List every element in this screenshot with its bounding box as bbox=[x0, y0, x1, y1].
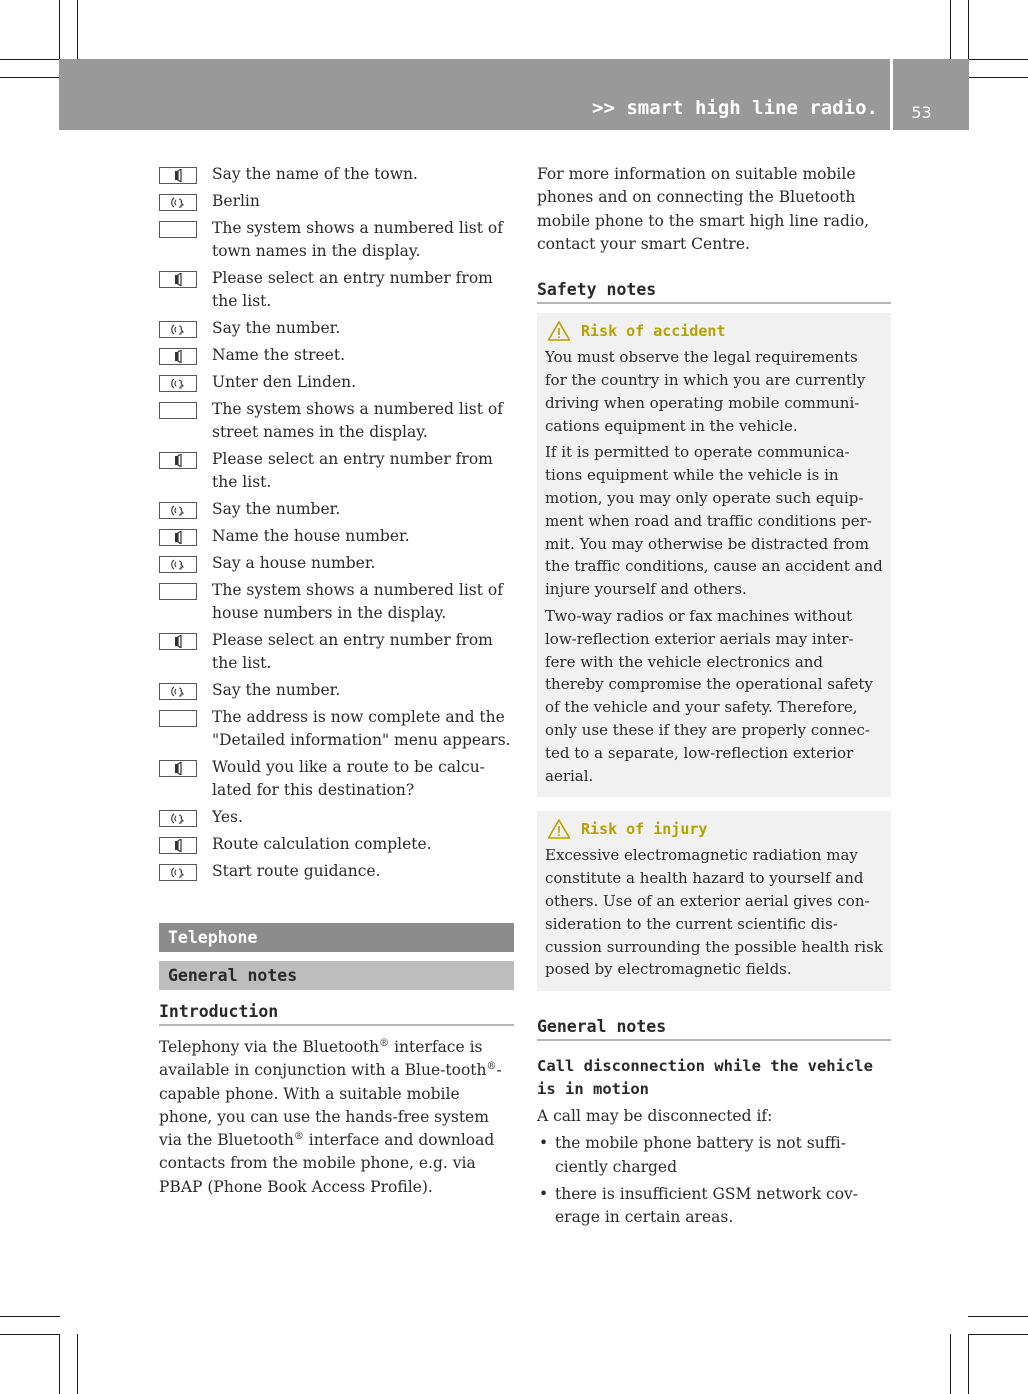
voice-input-icon bbox=[159, 321, 197, 338]
dialog-step-text: Please select an entry number from the list. bbox=[212, 631, 493, 672]
warning-risk-of-accident bbox=[537, 313, 891, 797]
general-notes-heading: General notes bbox=[537, 1017, 891, 1041]
warning-paragraph: You must observe the legal requirements for the country in which you are currently driving when operating mobile communi-cations equipment in the vehicle. bbox=[545, 348, 866, 435]
dialog-step-text: The system shows a numbered list of street names in the display. bbox=[212, 400, 503, 441]
crop-mark bbox=[968, 1334, 969, 1394]
dialog-step bbox=[159, 706, 514, 752]
subsection-title-general-notes: General notes bbox=[159, 961, 514, 990]
dialog-step bbox=[159, 267, 514, 313]
introduction-heading: Introduction bbox=[159, 1002, 514, 1026]
dialog-step-text: Berlin bbox=[212, 192, 260, 210]
display-icon bbox=[159, 583, 197, 600]
crop-mark bbox=[0, 77, 60, 78]
voice-dialog-steps bbox=[159, 163, 514, 883]
call-disconnection-list bbox=[537, 1132, 891, 1229]
right-column bbox=[537, 163, 891, 1234]
speaker-icon bbox=[159, 452, 197, 469]
dialog-step-text: Would you like a route to be calcu-lated for this destination? bbox=[212, 758, 485, 799]
dialog-step bbox=[159, 398, 514, 444]
voice-input-icon bbox=[159, 194, 197, 211]
voice-input-icon bbox=[159, 375, 197, 392]
dialog-step bbox=[159, 448, 514, 494]
voice-input-icon bbox=[159, 683, 197, 700]
dialog-step-text: The system shows a numbered list of house numbers in the display. bbox=[212, 581, 503, 622]
dialog-step-text: Say the name of the town. bbox=[212, 165, 418, 183]
warning-title-row bbox=[545, 816, 883, 842]
warning-triangle-icon bbox=[547, 320, 571, 342]
display-icon bbox=[159, 221, 197, 238]
dialog-step bbox=[159, 629, 514, 675]
more-information-paragraph: For more information on suitable mobile phones and on connecting the Bluetooth mobile phone to the smart high line radio, contact your smart Centre. bbox=[537, 165, 870, 253]
speaker-icon bbox=[159, 760, 197, 777]
dialog-step bbox=[159, 679, 514, 702]
dialog-step bbox=[159, 217, 514, 263]
dialog-step-text: Say the number. bbox=[212, 681, 341, 699]
crop-mark bbox=[0, 1316, 60, 1317]
dialog-step bbox=[159, 860, 514, 883]
crop-mark bbox=[950, 0, 951, 60]
display-icon bbox=[159, 402, 197, 419]
crop-mark bbox=[77, 0, 78, 60]
dialog-step bbox=[159, 552, 514, 575]
dialog-step-text: Yes. bbox=[212, 808, 243, 826]
speaker-icon bbox=[159, 271, 197, 288]
voice-input-icon bbox=[159, 810, 197, 827]
crop-mark bbox=[0, 1334, 60, 1335]
dialog-step-text: Unter den Linden. bbox=[212, 373, 357, 391]
warning-title: Risk of injury bbox=[581, 820, 708, 839]
warning-paragraph: If it is permitted to operate communica-tions equipment while the vehicle is in motion, you may only operate such equip-ment when road and traffic conditions per-mit. You may otherwise be distracted from the traffic conditions, cause an accident and injure yourself and others. bbox=[545, 443, 883, 599]
crop-mark bbox=[968, 77, 1028, 78]
warning-paragraph: Two-way radios or fax machines without low-reflection exterior aerials may inter-fere with the vehicle electronics and thereby compromise the operational safety of the vehicle and your safety. Therefore, only use these if they are properly connec-ted to a separate, low-reflection exterior aerial. bbox=[545, 606, 873, 785]
voice-input-icon bbox=[159, 502, 197, 519]
page-header bbox=[59, 59, 890, 130]
dialog-step bbox=[159, 833, 514, 856]
dialog-step-text: Route calculation complete. bbox=[212, 835, 432, 853]
speaker-icon bbox=[159, 837, 197, 854]
voice-input-icon bbox=[159, 864, 197, 881]
speaker-icon bbox=[159, 348, 197, 365]
crop-mark bbox=[59, 0, 60, 60]
dialog-step bbox=[159, 190, 514, 213]
crop-mark bbox=[0, 59, 60, 60]
dialog-step-text: The address is now complete and the "Detailed information" menu appears. bbox=[212, 708, 511, 749]
speaker-icon bbox=[159, 529, 197, 546]
dialog-step-text: Name the house number. bbox=[212, 527, 410, 545]
warning-title-row bbox=[545, 318, 883, 344]
dialog-step bbox=[159, 579, 514, 625]
call-disconnection-intro: A call may be disconnected if: bbox=[537, 1107, 773, 1126]
crop-mark bbox=[968, 0, 969, 60]
dialog-step bbox=[159, 806, 514, 829]
introduction-paragraph: Telephony via the Bluetooth® interface is available in conjunction with a Blue-tooth®-capable phone. With a suitable mobile phone, you can use the hands-free system via the Bluetooth® interface and download contacts from the mobile phone, e.g. via PBAP (Phone Book Access Profile). bbox=[159, 1037, 502, 1196]
page-number-box bbox=[893, 59, 969, 130]
display-icon bbox=[159, 710, 197, 727]
page-header-title: >> smart high line radio. bbox=[592, 97, 878, 119]
dialog-step-text: The system shows a numbered list of town names in the display. bbox=[212, 219, 503, 260]
dialog-step bbox=[159, 756, 514, 802]
warning-triangle-icon bbox=[547, 818, 571, 840]
dialog-step bbox=[159, 371, 514, 394]
dialog-step bbox=[159, 344, 514, 367]
warning-risk-of-injury bbox=[537, 811, 891, 991]
dialog-step-text: Say a house number. bbox=[212, 554, 376, 572]
crop-mark bbox=[968, 1316, 1028, 1317]
dialog-step-text: Start route guidance. bbox=[212, 862, 381, 880]
dialog-step-text: Name the street. bbox=[212, 346, 346, 364]
speaker-icon bbox=[159, 167, 197, 184]
page-number: 53 bbox=[911, 103, 932, 122]
crop-mark bbox=[950, 1334, 951, 1394]
left-column bbox=[159, 163, 514, 1199]
section-title-telephone: Telephone bbox=[159, 923, 514, 952]
dialog-step-text: Say the number. bbox=[212, 319, 341, 337]
dialog-step bbox=[159, 163, 514, 186]
voice-input-icon bbox=[159, 556, 197, 573]
list-item: • there is insufficient GSM network cov-erage in certain areas. bbox=[537, 1183, 891, 1230]
crop-mark bbox=[968, 1334, 1028, 1335]
warning-paragraph: Excessive electromagnetic radiation may constitute a health hazard to yourself and others. Use of an exterior aerial gives con-sideration to the current scientific dis-cussion surrounding the possible health risk posed by electromagnetic fields. bbox=[545, 846, 883, 979]
crop-mark bbox=[59, 1334, 60, 1394]
dialog-step bbox=[159, 317, 514, 340]
safety-notes-heading: Safety notes bbox=[537, 280, 891, 304]
list-item: • the mobile phone battery is not suffi-ciently charged bbox=[537, 1132, 891, 1179]
crop-mark bbox=[77, 1334, 78, 1394]
dialog-step bbox=[159, 498, 514, 521]
dialog-step-text: Please select an entry number from the list. bbox=[212, 450, 493, 491]
speaker-icon bbox=[159, 633, 197, 650]
dialog-step-text: Please select an entry number from the list. bbox=[212, 269, 493, 310]
dialog-step bbox=[159, 525, 514, 548]
dialog-step-text: Say the number. bbox=[212, 500, 341, 518]
warning-title: Risk of accident bbox=[581, 322, 726, 341]
crop-mark bbox=[968, 59, 1028, 60]
call-disconnection-heading: Call disconnection while the vehicle is in motion bbox=[537, 1057, 873, 1099]
